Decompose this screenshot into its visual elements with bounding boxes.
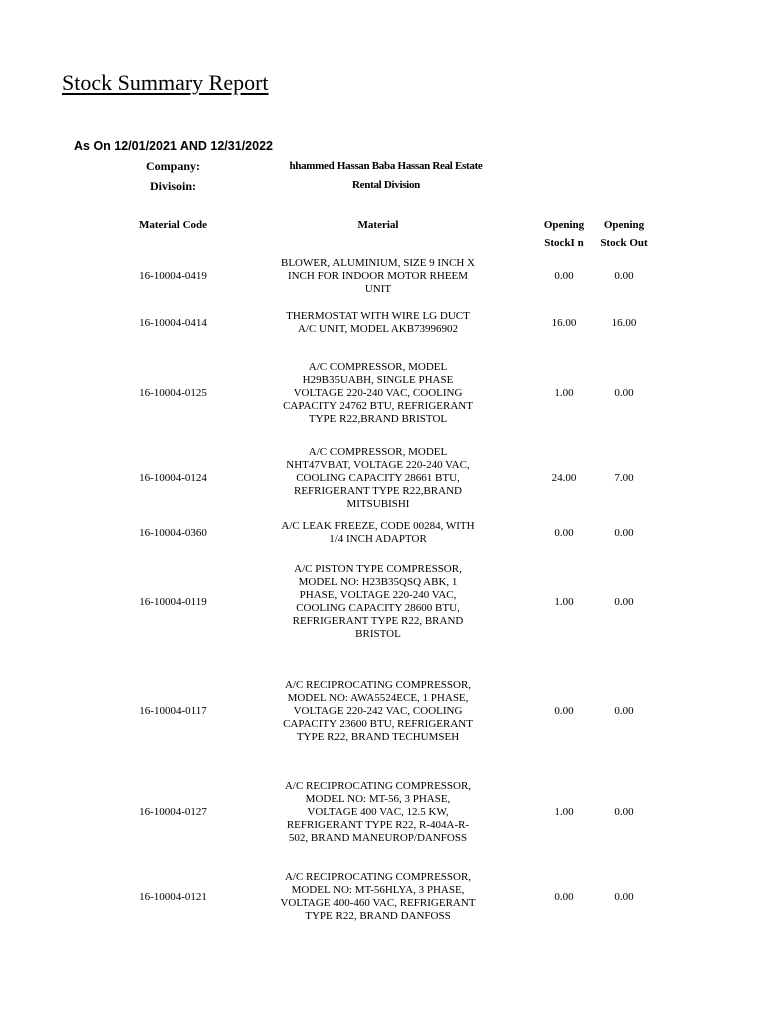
material-description-cell: BLOWER, ALUMINIUM, SIZE 9 INCH X INCH FOR INDOOR MOTOR RHEEM UNIT: [280, 256, 475, 295]
opening-stock-in-cell: 0.00: [554, 270, 574, 282]
material-description-cell: A/C LEAK FREEZE, CODE 00284, WITH 1/4 INCH ADAPTOR: [281, 520, 475, 545]
header-opening-stock-out-line2: Stock Out: [600, 237, 648, 249]
material-code-cell: 16-10004-0117: [139, 705, 207, 717]
company-label: Company:: [145, 159, 200, 173]
header-opening-stock-out-line1: Opening: [603, 219, 645, 231]
table-row: [0, 303, 768, 343]
material-code-cell: 16-10004-0360: [139, 527, 207, 539]
material-description-cell: A/C RECIPROCATING COMPRESSOR, MODEL NO: AWA5524ECE, 1 PHASE, VOLTAGE 220-242 VAC, COOLING CAPACITY 23600 BTU, REFRIGERANT TYPE R22, BRAND TECHUMSEH: [283, 678, 473, 743]
opening-stock-out-cell: 7.00: [614, 472, 634, 484]
material-description-cell: A/C RECIPROCATING COMPRESSOR, MODEL NO: MT-56HLYA, 3 PHASE, VOLTAGE 400-460 VAC, REFRIGERANT TYPE R22, BRAND DANFOSS: [280, 871, 476, 922]
opening-stock-out-cell: 0.00: [614, 527, 634, 539]
header-opening-stock-in-line2: StockI n: [544, 237, 584, 249]
division-value: Rental Division: [352, 179, 420, 191]
opening-stock-in-cell: 1.00: [554, 596, 574, 608]
opening-stock-out-cell: 0.00: [614, 891, 634, 903]
material-description-cell: A/C PISTON TYPE COMPRESSOR, MODEL NO: H23B35QSQ ABK, 1 PHASE, VOLTAGE 220-240 VAC, COOLING CAPACITY 28600 BTU, REFRIGERANT TYPE R22, BRAND BRISTOL: [292, 563, 464, 640]
opening-stock-in-cell: 0.00: [554, 891, 574, 903]
opening-stock-in-cell: 1.00: [554, 806, 574, 818]
opening-stock-in-cell: 24.00: [551, 472, 577, 484]
opening-stock-in-cell: 0.00: [554, 527, 574, 539]
material-code-cell: 16-10004-0127: [139, 806, 207, 818]
material-code-cell: 16-10004-0419: [139, 270, 207, 282]
report-title: Stock Summary Report: [62, 70, 269, 95]
header-material: Material: [357, 219, 399, 231]
company-value: hhammed Hassan Baba Hassan Real Estate: [289, 160, 483, 172]
opening-stock-out-cell: 0.00: [614, 596, 634, 608]
material-description-cell: A/C RECIPROCATING COMPRESSOR, MODEL NO: MT-56, 3 PHASE, VOLTAGE 400 VAC, 12.5 KW, REFRIGERANT TYPE R22, R-404A-R-502, BRAND MANEUROP/DANFOSS: [284, 779, 472, 844]
opening-stock-out-cell: 0.00: [614, 387, 634, 399]
header-opening-stock-out: [594, 216, 654, 252]
report-date-range: As On 12/01/2021 AND 12/31/2022: [74, 139, 273, 153]
opening-stock-out-cell: 0.00: [614, 270, 634, 282]
material-description-cell: THERMOSTAT WITH WIRE LG DUCT A/C UNIT, MODEL AKB73996902: [286, 310, 470, 335]
table-row: [0, 863, 768, 931]
table-row: [0, 772, 768, 852]
table-row: [0, 444, 768, 512]
material-description-cell: A/C COMPRESSOR, MODEL NHT47VBAT, VOLTAGE 220-240 VAC, COOLING CAPACITY 28661 BTU, REFRIGERANT TYPE R22,BRAND MITSUBISHI: [286, 445, 470, 510]
material-code-cell: 16-10004-0414: [139, 317, 207, 329]
material-description-cell: A/C COMPRESSOR, MODEL H29B35UABH, SINGLE PHASE VOLTAGE 220-240 VAC, COOLING CAPACITY 24762 BTU, REFRIGERANT TYPE R22,BRAND BRISTOL: [283, 360, 473, 425]
table-row: [0, 256, 768, 296]
opening-stock-in-cell: 1.00: [554, 387, 574, 399]
material-code-cell: 16-10004-0119: [139, 596, 207, 608]
header-opening-stock-in-line1: Opening: [543, 219, 585, 231]
table-row: [0, 353, 768, 433]
header-material-code: Material Code: [138, 219, 208, 231]
table-row: [0, 562, 768, 642]
opening-stock-in-cell: 0.00: [554, 705, 574, 717]
material-code-cell: 16-10004-0124: [139, 472, 207, 484]
opening-stock-in-cell: 16.00: [551, 317, 577, 329]
table-row: [0, 517, 768, 549]
material-code-cell: 16-10004-0121: [139, 891, 207, 903]
header-opening-stock-in: [534, 216, 594, 252]
opening-stock-out-cell: 16.00: [611, 317, 637, 329]
division-label: Divisoin:: [149, 179, 196, 193]
table-row: [0, 671, 768, 751]
material-code-cell: 16-10004-0125: [139, 387, 207, 399]
opening-stock-out-cell: 0.00: [614, 806, 634, 818]
opening-stock-out-cell: 0.00: [614, 705, 634, 717]
